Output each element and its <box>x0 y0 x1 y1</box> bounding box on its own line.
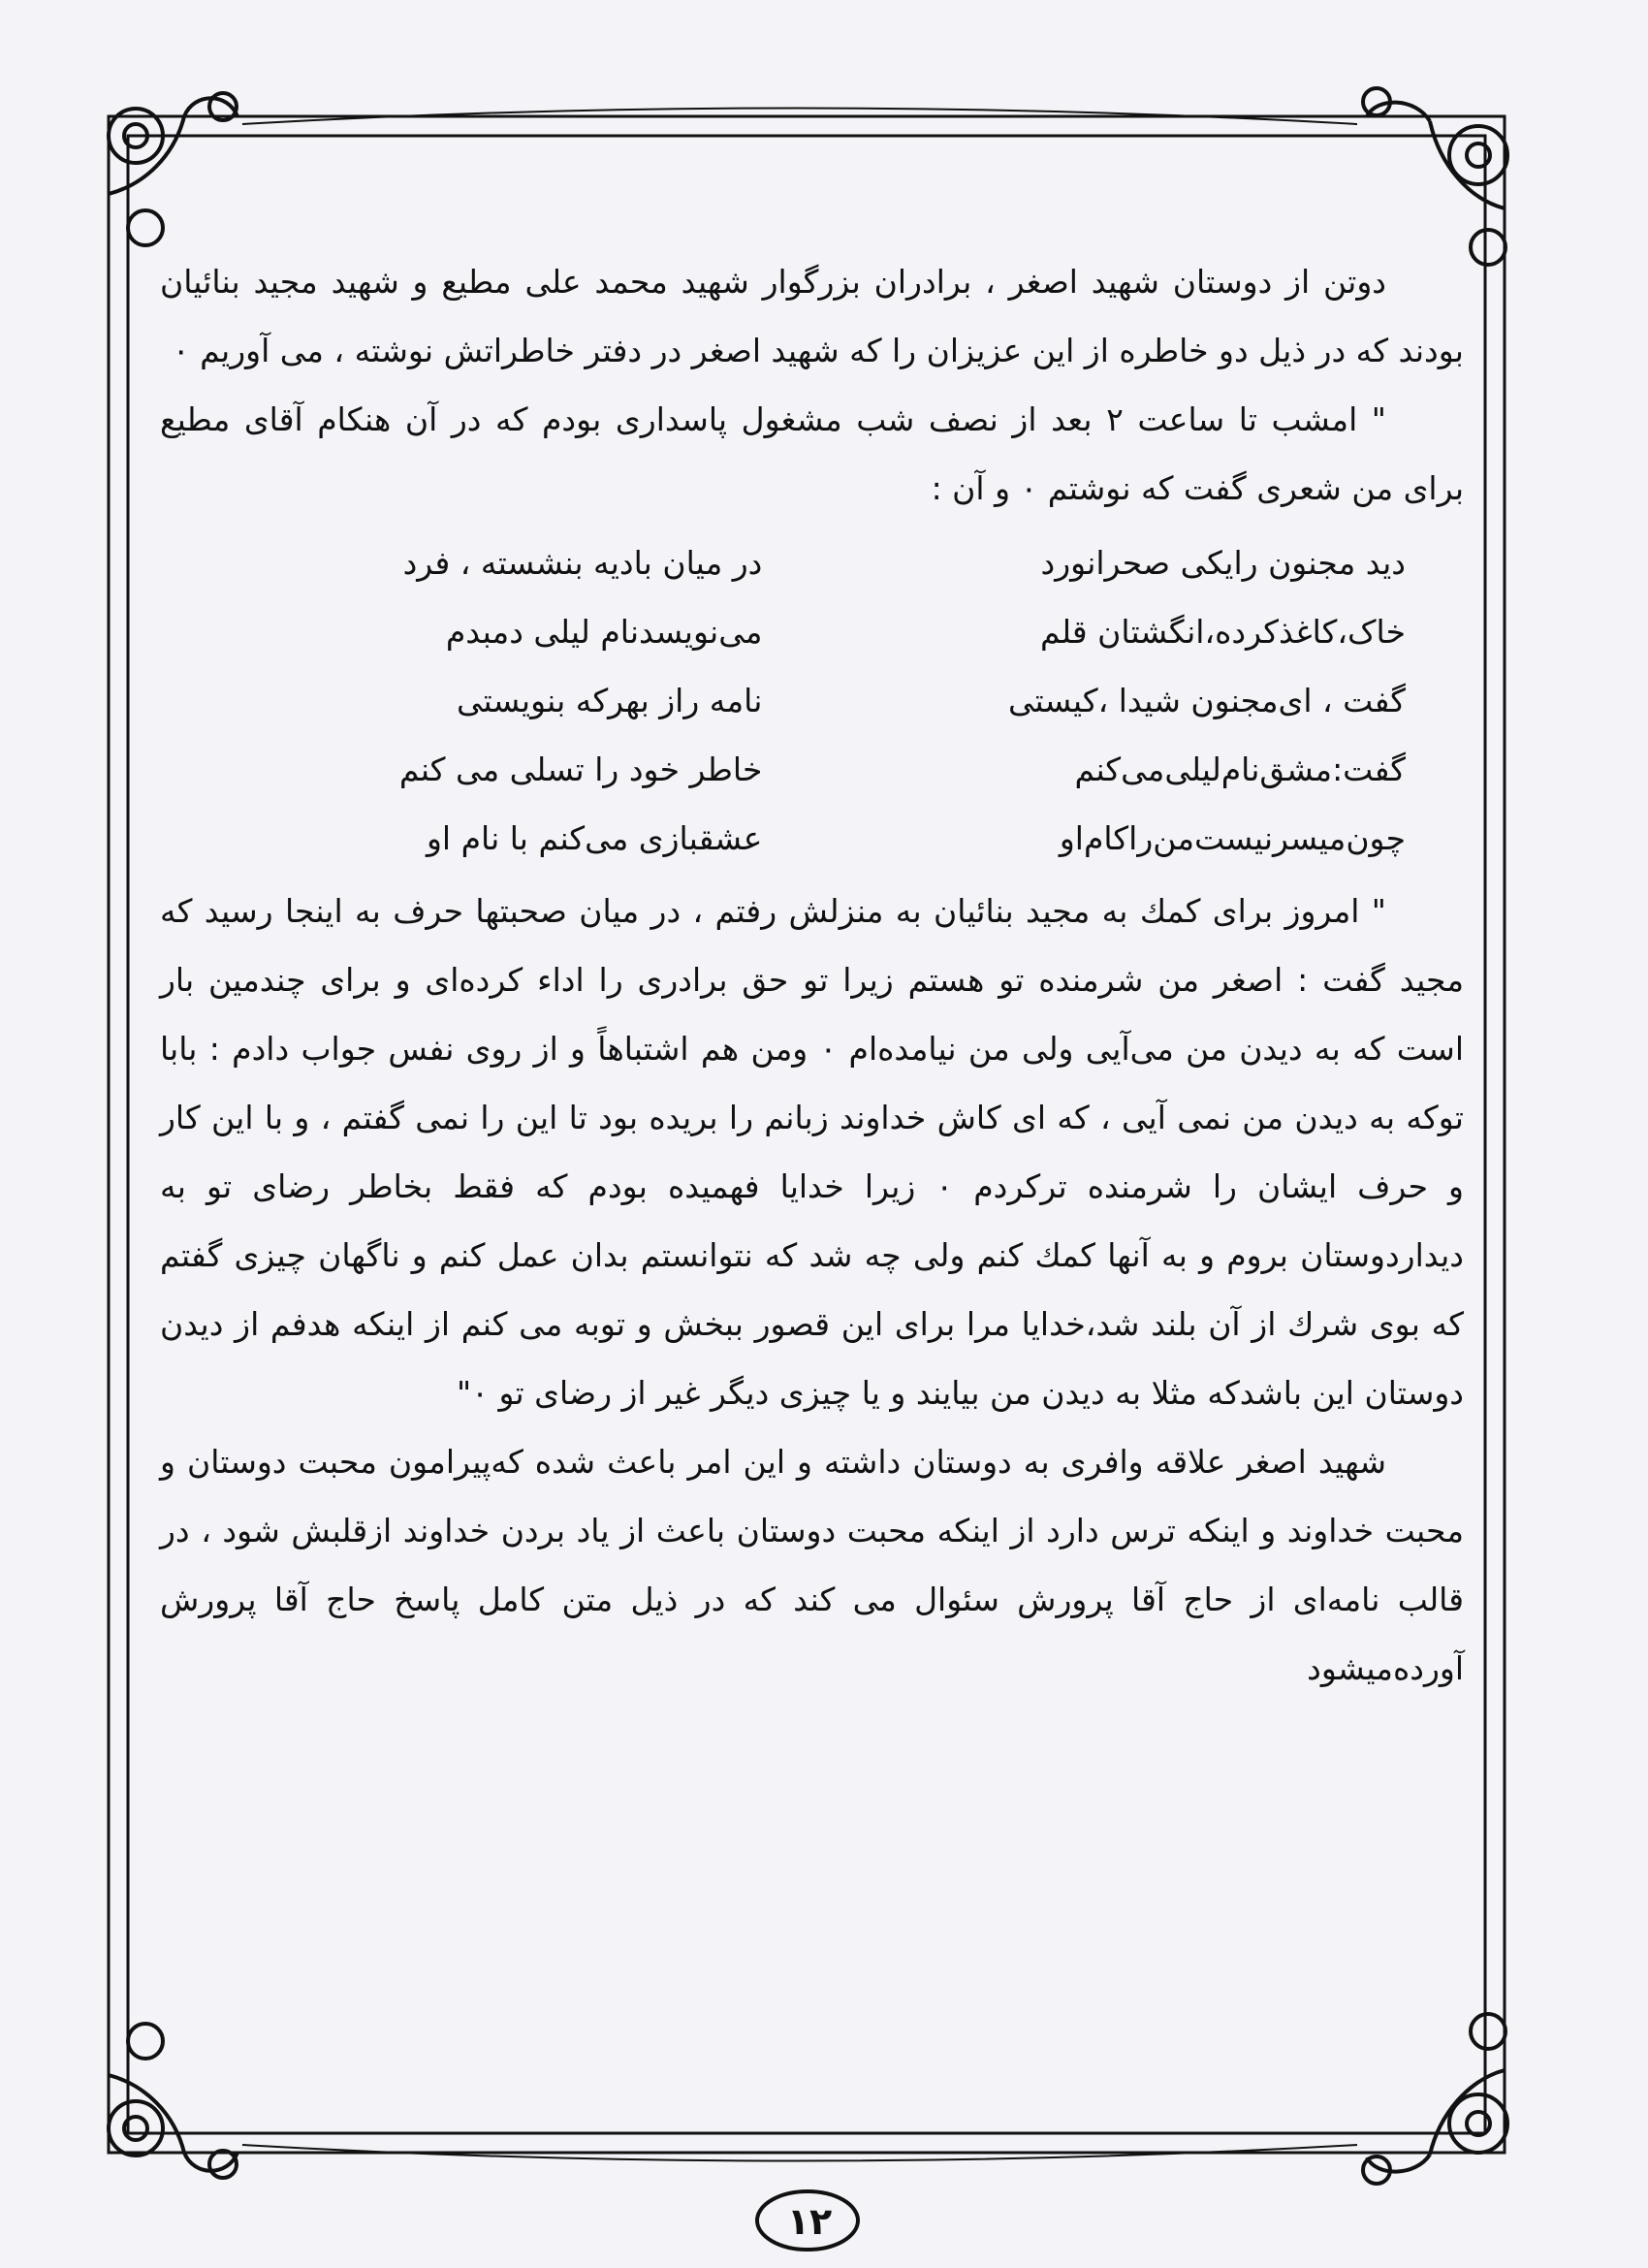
corner-ornament-bottom-left <box>109 2024 238 2178</box>
page-body <box>160 247 1464 1703</box>
poem-couplet <box>160 528 1464 597</box>
poem-couplet <box>160 597 1464 666</box>
poem-hemistich-first: چون‌میسرنیست‌من‌راکام‌او <box>1059 819 1406 857</box>
poem-hemistich-second: عشقبازی می‌کنم با نام او <box>427 819 763 857</box>
paragraph-intro-2: " امشب تا ساعت ۲ بعد از نصف شب مشغول پاسداری بودم که در آن هنکام آقای مطیع برای من شعری گفت که نوشتم ۰ و آن : <box>160 400 1464 507</box>
page-number: ۱۲ <box>786 2200 833 2243</box>
poem-hemistich-second: می‌نویسدنام لیلی دمبدم <box>445 613 763 651</box>
poem-hemistich-second: در میان بادیه بنشسته ، فرد <box>402 544 763 582</box>
poem-hemistich-first: خاک،کاغذکرده،انگشتان قلم <box>1040 613 1406 651</box>
paragraph-intro-1: دوتن از دوستان شهید اصغر ، برادران بزرگوار شهید محمد علی مطیع و شهید مجید بنائیان بودند که در ذیل دو خاطره از این عزیزان را که شهید اصغر در دفتر خاطراتش نوشته ، می آوریم ۰ <box>160 263 1464 369</box>
poem-hemistich-second: خاطر خود را تسلی می کنم <box>398 751 763 788</box>
poem-couplet <box>160 666 1464 735</box>
poem-hemistich-first: گفت:مشق‌نام‌لیلی‌می‌کنم <box>1074 751 1406 788</box>
poem <box>160 528 1464 873</box>
poem-couplet <box>160 804 1464 873</box>
paragraph-closing: شهید اصغر علاقه وافری به دوستان داشته و این امر باعث شده که‌پیرامون محبت دوستان و محبت خداوند و اینکه ترس دارد از اینکه محبت دوستان باعث از یاد بردن خداوند ازقلبش شود ، در قالب نامه‌ای از حاج آقا پرورش سئوال می کند که در ذیل متن کامل پاسخ حاج آقا پرورش آورده‌میشود <box>160 1443 1464 1687</box>
poem-couplet <box>160 735 1464 804</box>
poem-hemistich-first: دید مجنون رایکی صحرانورد <box>1040 544 1406 582</box>
paragraph-diary-entry: " امروز برای کمك به مجید بنائیان به منزلش رفتم ، در میان صحبتها حرف به اینجا رسید که مجید گفت : اصغر من شرمنده تو هستم زیرا تو حق برادری را اداء کرده‌ای و برای چندمین بار است که به دیدن من می‌آیی ولی من نیامده‌ام ۰ ومن هم اشتباهاً و از روی نفس جواب دادم : بابا توکه به دیدن من نمی آیی ، که ای کاش خداوند زبانم را بریده بود تا این را نمی گفتم ، و با این کار و حرف ایشان را شرمنده ترکردم ۰ زیرا خدایا فهمیده بودم که فقط بخاطر رضای تو به دیداردوستان بروم و به آنها کمك کنم ولی چه شد که نتوانستم بدان عمل کنم و ناگهان چیزی گفتم که بوی شرك از آن بلند شد،خدایا مرا برای این قصور ببخش و توبه می کنم از اینکه هدفم از دیدن دوستان این باشدکه مثلا به دیدن من بیایند و یا چیزی دیگر غیر از رضای تو ۰" <box>160 892 1464 1412</box>
poem-hemistich-first: گفت ، ای‌مجنون شیدا ،کیستی <box>1008 682 1406 719</box>
poem-hemistich-second: نامه راز بهرکه بنویستی <box>456 682 763 719</box>
